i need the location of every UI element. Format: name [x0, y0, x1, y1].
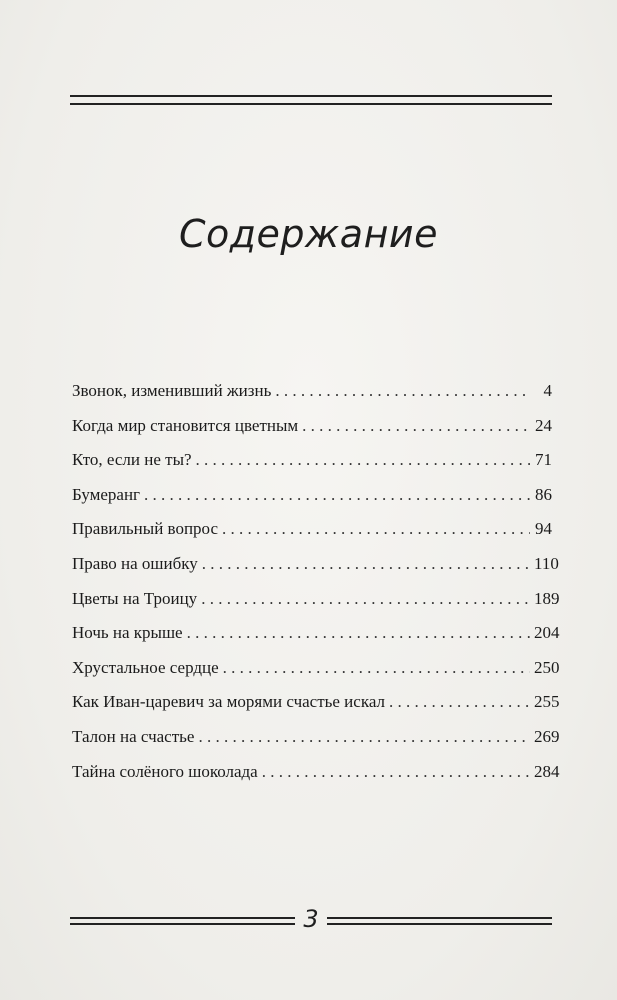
dot-leader: [196, 450, 530, 470]
toc-entry: [72, 657, 560, 693]
toc-entry: [72, 485, 552, 520]
toc-entry-page: 255: [534, 692, 560, 712]
top-double-rule: [70, 95, 552, 105]
toc-list: [72, 381, 560, 796]
dot-leader: [187, 623, 530, 643]
toc-entry-page: 284: [534, 761, 560, 781]
dot-leader: [275, 381, 530, 401]
page-number: 3: [303, 905, 319, 933]
toc-entry: [72, 416, 552, 451]
toc-entry-page: 4: [543, 381, 552, 400]
dot-leader: [202, 554, 530, 574]
toc-entry-page: 189: [534, 588, 560, 608]
toc-entry-title: Правильный вопрос: [72, 519, 219, 539]
dot-leader: [302, 416, 530, 436]
page-title: Содержание: [179, 212, 438, 256]
toc-entry: [72, 623, 560, 658]
toc-entry-page: 71: [535, 450, 552, 470]
dot-leader: [262, 762, 530, 782]
toc-entry-title: Талон на счастье: [72, 726, 195, 746]
toc-entry-title: Ночь на крыше: [72, 623, 183, 643]
toc-entry: [72, 381, 552, 416]
dot-leader: [144, 485, 530, 505]
toc-entry-page: 250: [534, 657, 560, 677]
toc-entry-title: Цветы на Троицу: [72, 588, 198, 608]
page-footer: [70, 905, 552, 936]
toc-entry: [72, 761, 560, 797]
toc-entry-title: Звонок, изменивший жизнь: [72, 381, 272, 400]
toc-entry-page: 110: [534, 553, 559, 573]
toc-entry: [72, 450, 552, 485]
toc-entry: [72, 726, 560, 762]
footer-rule-right: [327, 917, 552, 925]
toc-entry-title: Кто, если не ты?: [72, 450, 192, 470]
toc-entry-page: 94: [535, 519, 552, 539]
dot-leader: [198, 727, 530, 747]
toc-entry-title: Тайна солёного шоколада: [72, 761, 258, 781]
dot-leader: [389, 692, 530, 712]
toc-entry: [72, 588, 560, 624]
toc-entry-page: 204: [534, 623, 560, 643]
toc-entry: [72, 553, 559, 589]
dot-leader: [223, 658, 530, 678]
toc-entry-title: Когда мир становится цветным: [72, 415, 299, 435]
toc-entry-page: 269: [534, 726, 560, 746]
toc-entry: [72, 519, 552, 554]
toc-entry-page: 24: [535, 415, 552, 435]
toc-entry-page: 86: [535, 484, 552, 504]
toc-entry-title: Хрустальное сердце: [72, 657, 219, 677]
toc-entry-title: Бумеранг: [72, 484, 141, 504]
toc-entry-title: Право на ошибку: [72, 553, 198, 573]
dot-leader: [201, 589, 530, 609]
toc-entry-title: Как Иван-царевич за морями счастье искал: [72, 692, 386, 712]
toc-entry: [72, 692, 560, 727]
dot-leader: [222, 519, 530, 539]
